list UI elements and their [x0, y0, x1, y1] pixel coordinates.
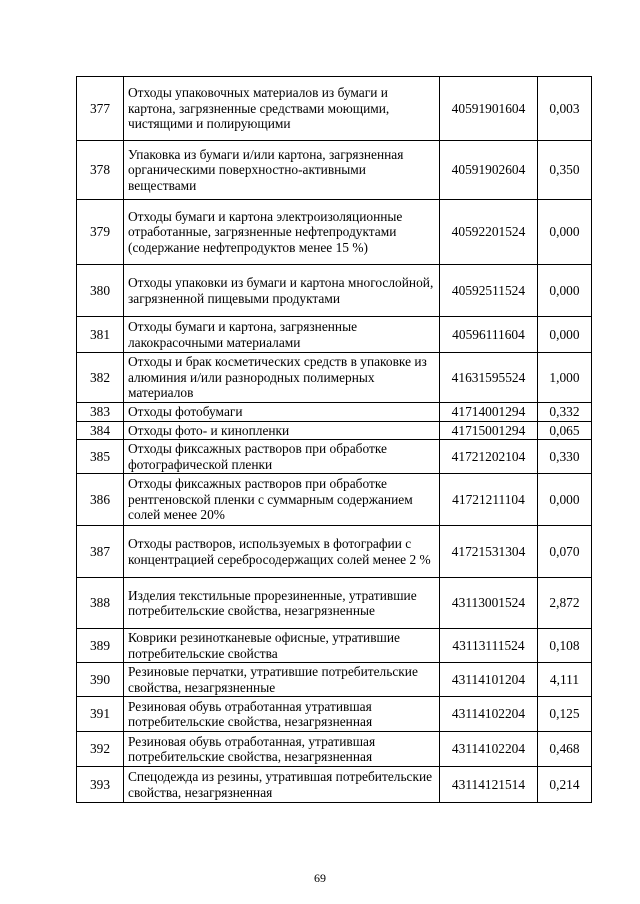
- fkko-code-cell: 43114102204: [440, 697, 538, 732]
- fkko-code-cell: 40592511524: [440, 265, 538, 317]
- fkko-code-cell: 40591902604: [440, 141, 538, 200]
- quantity-cell: 0,070: [538, 526, 592, 578]
- table-row: [77, 526, 592, 578]
- waste-name-cell: Изделия текстильные прорезиненные, утратившие потребительские свойства, незагрязненные: [124, 578, 440, 629]
- row-number-cell: 388: [77, 578, 124, 629]
- fkko-code-cell: 41715001294: [440, 421, 538, 440]
- waste-name-cell: Отходы упаковочных материалов из бумаги и картона, загрязненные средствами моющими, чистящими и полирующими: [124, 77, 440, 141]
- quantity-cell: 0,000: [538, 200, 592, 265]
- fkko-code-cell: 43113001524: [440, 578, 538, 629]
- fkko-code-cell: 40592201524: [440, 200, 538, 265]
- table-row: [77, 421, 592, 440]
- quantity-cell: 0,000: [538, 474, 592, 526]
- quantity-cell: 0,468: [538, 732, 592, 767]
- row-number-cell: 384: [77, 421, 124, 440]
- row-number-cell: 379: [77, 200, 124, 265]
- fkko-code-cell: 43114102204: [440, 732, 538, 767]
- waste-name-cell: Спецодежда из резины, утратившая потребительские свойства, незагрязненная: [124, 767, 440, 803]
- waste-name-cell: Резиновая обувь отработанная утратившая потребительские свойства, незагрязненная: [124, 697, 440, 732]
- table-row: [77, 629, 592, 663]
- table-row: [77, 663, 592, 697]
- waste-name-cell: Отходы растворов, используемых в фотографии с концентрацией серебросодержащих солей менее 2 %: [124, 526, 440, 578]
- fkko-code-cell: 43113111524: [440, 629, 538, 663]
- fkko-code-cell: 43114121514: [440, 767, 538, 803]
- quantity-cell: 0,125: [538, 697, 592, 732]
- row-number-cell: 380: [77, 265, 124, 317]
- table-row: [77, 265, 592, 317]
- waste-table-body: [77, 77, 592, 803]
- quantity-cell: 0,350: [538, 141, 592, 200]
- quantity-cell: 4,111: [538, 663, 592, 697]
- waste-name-cell: Отходы бумаги и картона электроизоляционные отработанные, загрязненные нефтепродуктами (содержание нефтепродуктов менее 15 %): [124, 200, 440, 265]
- waste-name-cell: Упаковка из бумаги и/или картона, загрязненная органическими поверхностно-активными веществами: [124, 141, 440, 200]
- fkko-code-cell: 41714001294: [440, 403, 538, 422]
- quantity-cell: 1,000: [538, 353, 592, 403]
- quantity-cell: 0,000: [538, 265, 592, 317]
- quantity-cell: 0,214: [538, 767, 592, 803]
- waste-name-cell: Резиновая обувь отработанная, утратившая потребительские свойства, незагрязненная: [124, 732, 440, 767]
- waste-name-cell: Отходы фотобумаги: [124, 403, 440, 422]
- row-number-cell: 381: [77, 317, 124, 353]
- table-row: [77, 697, 592, 732]
- row-number-cell: 387: [77, 526, 124, 578]
- fkko-code-cell: 40596111604: [440, 317, 538, 353]
- fkko-code-cell: 40591901604: [440, 77, 538, 141]
- row-number-cell: 386: [77, 474, 124, 526]
- table-row: [77, 317, 592, 353]
- fkko-code-cell: 41721211104: [440, 474, 538, 526]
- waste-name-cell: Отходы и брак косметических средств в упаковке из алюминия и/или разнородных полимерных материалов: [124, 353, 440, 403]
- table-row: [77, 474, 592, 526]
- table-row: [77, 200, 592, 265]
- quantity-cell: 0,108: [538, 629, 592, 663]
- quantity-cell: 2,872: [538, 578, 592, 629]
- row-number-cell: 393: [77, 767, 124, 803]
- fkko-code-cell: 41721531304: [440, 526, 538, 578]
- quantity-cell: 0,332: [538, 403, 592, 422]
- waste-table: [76, 76, 592, 803]
- page-number: 69: [314, 871, 326, 885]
- table-row: [77, 403, 592, 422]
- waste-name-cell: Отходы фото- и кинопленки: [124, 421, 440, 440]
- table-row: [77, 77, 592, 141]
- quantity-cell: 0,003: [538, 77, 592, 141]
- waste-name-cell: Отходы фиксажных растворов при обработке фотографической пленки: [124, 440, 440, 474]
- table-row: [77, 767, 592, 803]
- row-number-cell: 377: [77, 77, 124, 141]
- row-number-cell: 382: [77, 353, 124, 403]
- quantity-cell: 0,000: [538, 317, 592, 353]
- fkko-code-cell: 43114101204: [440, 663, 538, 697]
- waste-name-cell: Отходы фиксажных растворов при обработке рентгеновской пленки с суммарным содержанием солей менее 20%: [124, 474, 440, 526]
- waste-name-cell: Отходы упаковки из бумаги и картона многослойной, загрязненной пищевыми продуктами: [124, 265, 440, 317]
- row-number-cell: 385: [77, 440, 124, 474]
- fkko-code-cell: 41721202104: [440, 440, 538, 474]
- row-number-cell: 390: [77, 663, 124, 697]
- waste-name-cell: Резиновые перчатки, утратившие потребительские свойства, незагрязненные: [124, 663, 440, 697]
- fkko-code-cell: 41631595524: [440, 353, 538, 403]
- row-number-cell: 391: [77, 697, 124, 732]
- table-row: [77, 353, 592, 403]
- quantity-cell: 0,330: [538, 440, 592, 474]
- table-row: [77, 440, 592, 474]
- row-number-cell: 378: [77, 141, 124, 200]
- waste-name-cell: Отходы бумаги и картона, загрязненные лакокрасочными материалами: [124, 317, 440, 353]
- row-number-cell: 389: [77, 629, 124, 663]
- quantity-cell: 0,065: [538, 421, 592, 440]
- row-number-cell: 392: [77, 732, 124, 767]
- table-row: [77, 732, 592, 767]
- table-row: [77, 141, 592, 200]
- table-row: [77, 578, 592, 629]
- waste-name-cell: Коврики резинотканевые офисные, утратившие потребительские свойства: [124, 629, 440, 663]
- row-number-cell: 383: [77, 403, 124, 422]
